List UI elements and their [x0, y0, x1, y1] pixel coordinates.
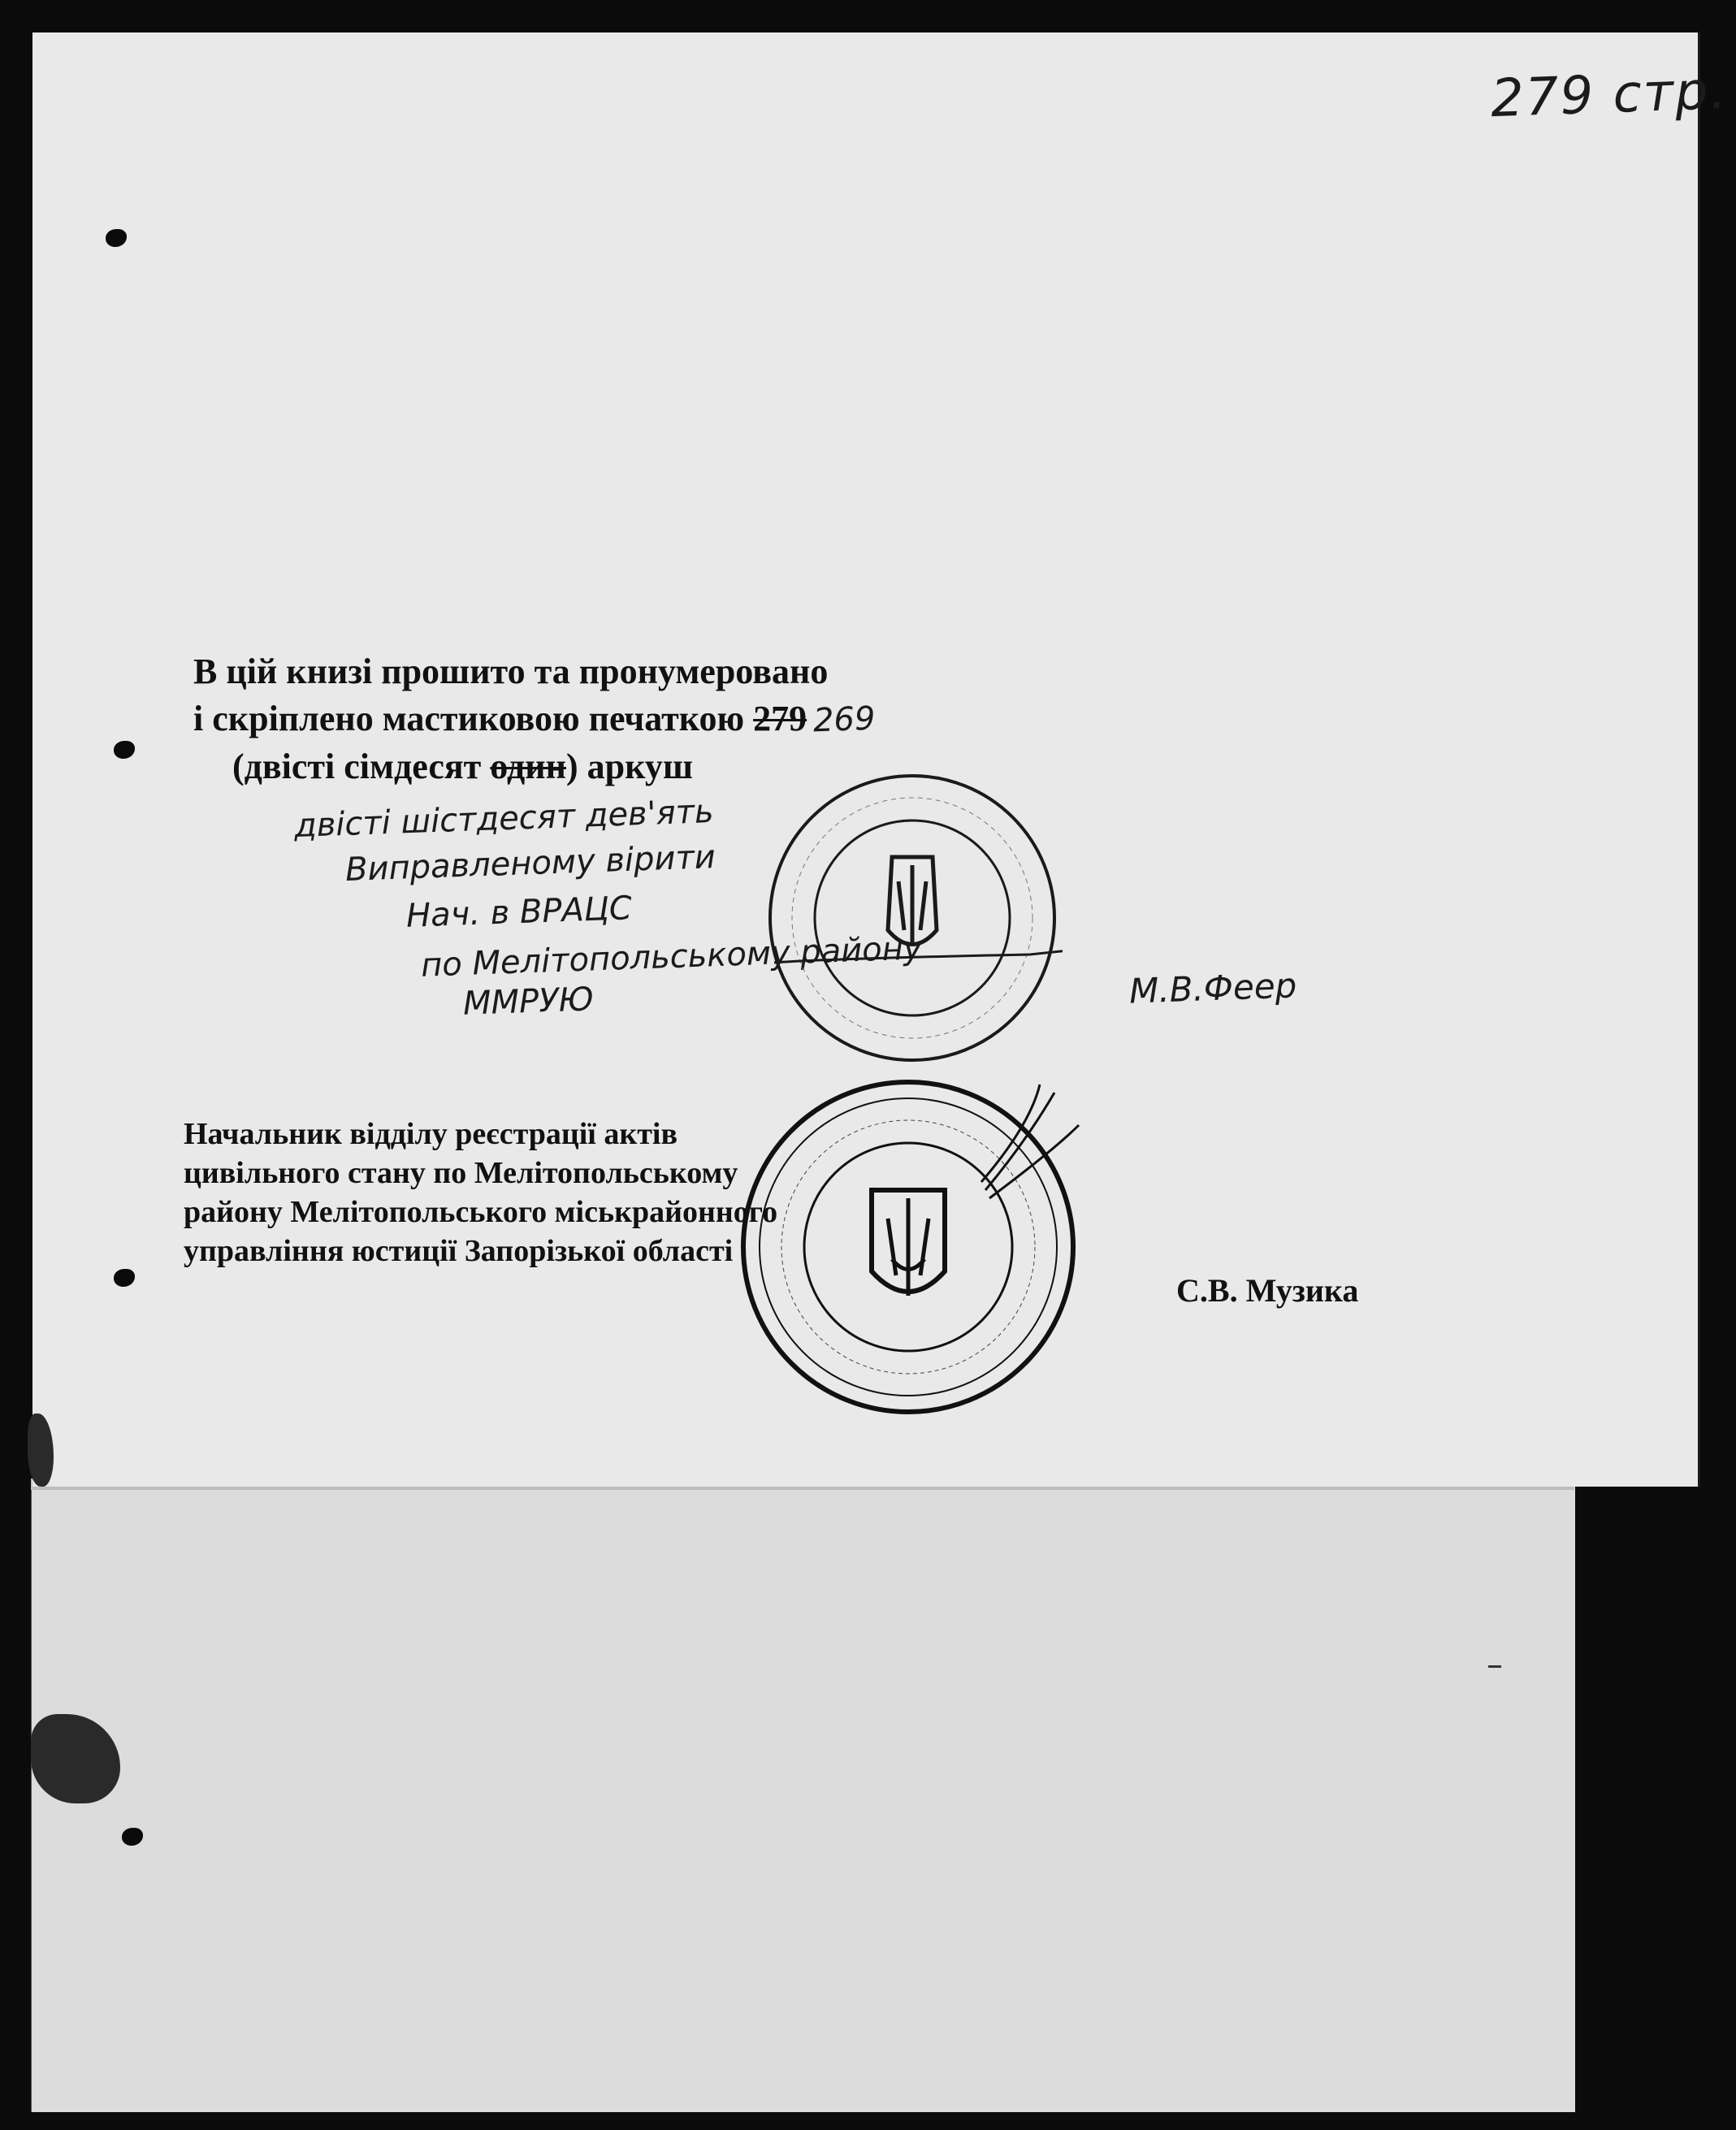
cert-line-2-text: і скріплено мастиковою печаткою: [193, 699, 745, 738]
page-number: 279 стр.: [1489, 60, 1730, 130]
handwritten-office: Нач. в ВРАЦС: [405, 890, 633, 935]
handwritten-signature: М.В.Фееp: [1128, 965, 1298, 1011]
chief-title: [184, 1115, 777, 1271]
struck-word: один: [490, 747, 566, 786]
chief-line-2: цивільного стану по Мелітопольському: [184, 1156, 738, 1190]
margin-mark: [1488, 1665, 1501, 1668]
lower-round-seal: [738, 1076, 1095, 1418]
cert-line-1: В цій книзі прошито та пронумеровано: [193, 652, 829, 691]
cert-line-3-close: ) аркуш: [565, 747, 693, 786]
chief-name: С.В. Музика: [1176, 1272, 1359, 1309]
cert-line-3-open: (двісті сімдесят: [232, 747, 482, 786]
handwritten-office-abbr: ММРУЮ: [462, 981, 595, 1023]
original-number: 279: [753, 699, 807, 738]
chief-line-1: Начальник відділу реєстрації актів: [184, 1117, 678, 1151]
back-sheet: [31, 1478, 1575, 2112]
chief-line-4: управління юстиції Запорізької області: [184, 1234, 734, 1268]
chief-line-3: району Мелітопольського міськрайонного: [184, 1195, 778, 1229]
handwritten-words: двісті шістдесят дев'ять: [293, 792, 715, 846]
corrected-number: 269: [812, 699, 877, 740]
upper-round-seal: [762, 768, 1063, 1068]
handwritten-district: по Мелітопольському району: [420, 929, 924, 985]
cert-line-2: [193, 695, 875, 743]
handwritten-correction: Виправленому вірити: [344, 838, 716, 889]
